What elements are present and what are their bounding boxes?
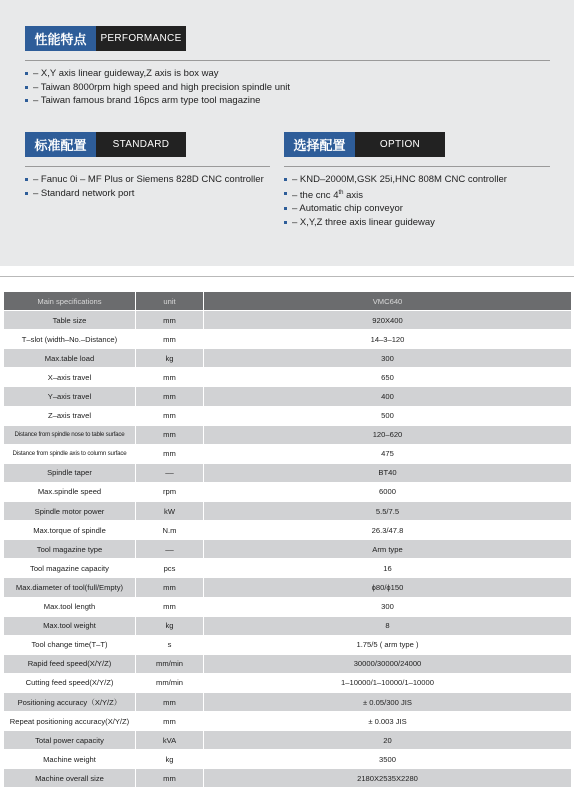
spec-value-cell: 6000: [204, 482, 572, 501]
option-header: [284, 132, 445, 157]
list-item: – Fanuc 0i – MF Plus or Siemens 828D CNC controller: [25, 173, 264, 187]
spec-value-cell: 16: [204, 559, 572, 578]
table-row: [4, 769, 572, 788]
list-item-suffix: axis: [343, 189, 364, 201]
spec-name-cell: Spindle motor power: [4, 502, 136, 521]
table-header-row: [4, 292, 572, 311]
spec-name-cell: Max.tool length: [4, 597, 136, 616]
spec-unit-cell: rpm: [136, 482, 204, 501]
table-row: [4, 673, 572, 692]
spec-name-cell: Max.tool weight: [4, 616, 136, 635]
spec-name-cell: Max.spindle speed: [4, 482, 136, 501]
spec-name-cell: Tool magazine capacity: [4, 559, 136, 578]
spec-value-cell: Arm type: [204, 540, 572, 559]
list-item: – Automatic chip conveyor: [284, 202, 507, 216]
spec-value-cell: ϕ80/ϕ150: [204, 578, 572, 597]
table-row: [4, 578, 572, 597]
spec-name-cell: Table size: [4, 311, 136, 330]
list-item-text: – the cnc 4: [292, 189, 339, 201]
performance-title-en: PERFORMANCE: [96, 26, 186, 51]
spec-unit-cell: mm: [136, 330, 204, 349]
spec-unit-cell: kg: [136, 349, 204, 368]
standard-title-cn: 标准配置: [25, 132, 96, 157]
table-row: [4, 406, 572, 425]
performance-rule: [25, 60, 550, 61]
spec-unit-cell: mm: [136, 425, 204, 444]
ordinal-suffix: th: [338, 189, 344, 196]
spec-value-cell: BT40: [204, 463, 572, 482]
performance-list: [25, 67, 290, 108]
header-unit: unit: [136, 292, 204, 311]
spec-value-cell: 300: [204, 349, 572, 368]
spec-value-cell: 5.5/7.5: [204, 502, 572, 521]
spec-unit-cell: ––: [136, 540, 204, 559]
spec-value-cell: 400: [204, 387, 572, 406]
spec-name-cell: Machine weight: [4, 750, 136, 769]
standard-rule: [25, 166, 270, 167]
list-item: – X,Y axis linear guideway,Z axis is box way: [25, 67, 290, 81]
table-row: [4, 349, 572, 368]
spec-unit-cell: s: [136, 635, 204, 654]
table-row: [4, 521, 572, 540]
list-item: – KND–2000M,GSK 25i,HNC 808M CNC controller: [284, 173, 507, 187]
performance-header: [25, 26, 186, 51]
option-title-en: OPTION: [355, 132, 445, 157]
spec-unit-cell: mm: [136, 769, 204, 788]
spec-name-cell: Machine overall size: [4, 769, 136, 788]
table-row: [4, 368, 572, 387]
spec-value-cell: 475: [204, 444, 572, 463]
spec-unit-cell: mm/min: [136, 654, 204, 673]
standard-header: [25, 132, 186, 157]
spec-value-cell: ± 0.05/300 JIS: [204, 692, 572, 711]
spec-name-cell: Rapid feed speed(X/Y/Z): [4, 654, 136, 673]
spec-unit-cell: ––: [136, 463, 204, 482]
spec-unit-cell: pcs: [136, 559, 204, 578]
table-row: [4, 731, 572, 750]
spec-value-cell: 14–3–120: [204, 330, 572, 349]
spec-unit-cell: mm: [136, 444, 204, 463]
table-row: [4, 712, 572, 731]
spec-unit-cell: mm: [136, 712, 204, 731]
option-rule: [284, 166, 550, 167]
spec-unit-cell: mm: [136, 597, 204, 616]
standard-title-en: STANDARD: [96, 132, 186, 157]
table-row: [4, 425, 572, 444]
spec-unit-cell: kVA: [136, 731, 204, 750]
spec-name-cell: Repeat positioning accuracy(X/Y/Z): [4, 712, 136, 731]
spec-value-cell: 650: [204, 368, 572, 387]
table-row: [4, 311, 572, 330]
option-list: [284, 173, 507, 230]
spec-value-cell: 300: [204, 597, 572, 616]
spec-value-cell: 30000/30000/24000: [204, 654, 572, 673]
spec-name-cell: Cutting feed speed(X/Y/Z): [4, 673, 136, 692]
spec-unit-cell: kg: [136, 616, 204, 635]
table-row: [4, 502, 572, 521]
spec-table-body: [4, 311, 572, 788]
header-spec: Main specifications: [4, 292, 136, 311]
table-row: [4, 597, 572, 616]
spec-unit-cell: mm: [136, 387, 204, 406]
spec-name-cell: Total power capacity: [4, 731, 136, 750]
spec-unit-cell: mm: [136, 406, 204, 425]
spec-name-cell: Tool magazine type: [4, 540, 136, 559]
spec-value-cell: 3500: [204, 750, 572, 769]
table-row: [4, 387, 572, 406]
spec-name-cell: T–slot (width–No.–Distance): [4, 330, 136, 349]
spec-unit-cell: kW: [136, 502, 204, 521]
list-item: [284, 187, 507, 203]
table-row: [4, 616, 572, 635]
spec-name-cell: Max.table load: [4, 349, 136, 368]
spec-name-cell: Spindle taper: [4, 463, 136, 482]
list-item: – Standard network port: [25, 187, 264, 201]
table-row: [4, 444, 572, 463]
table-row: [4, 654, 572, 673]
spec-table: [3, 291, 572, 788]
table-row: [4, 330, 572, 349]
table-row: [4, 750, 572, 769]
table-row: [4, 463, 572, 482]
spec-name-cell: Max.torque of spindle: [4, 521, 136, 540]
spec-unit-cell: N.m: [136, 521, 204, 540]
option-title-cn: 选择配置: [284, 132, 355, 157]
spec-value-cell: 500: [204, 406, 572, 425]
spec-value-cell: 1–10000/1–10000/1–10000: [204, 673, 572, 692]
spec-name-cell: Tool change time(T–T): [4, 635, 136, 654]
spec-unit-cell: mm: [136, 578, 204, 597]
list-item: – X,Y,Z three axis linear guideway: [284, 216, 507, 230]
spec-value-cell: 1.75/5 ( arm type ): [204, 635, 572, 654]
section-divider: [0, 276, 574, 277]
spec-unit-cell: mm: [136, 692, 204, 711]
table-row: [4, 482, 572, 501]
table-row: [4, 635, 572, 654]
spec-name-cell: Positioning accuracy（X/Y/Z）: [4, 692, 136, 711]
spec-name-cell: Distance from spindle nose to table surface: [4, 425, 136, 444]
header-model: VMC640: [204, 292, 572, 311]
table-row: [4, 540, 572, 559]
table-row: [4, 559, 572, 578]
spec-name-cell: Z–axis travel: [4, 406, 136, 425]
spec-value-cell: 120–620: [204, 425, 572, 444]
spec-value-cell: 920X400: [204, 311, 572, 330]
list-item: – Taiwan famous brand 16pcs arm type tool magazine: [25, 94, 290, 108]
spec-value-cell: 20: [204, 731, 572, 750]
table-row: [4, 692, 572, 711]
spec-value-cell: ± 0.003 JIS: [204, 712, 572, 731]
spec-unit-cell: mm/min: [136, 673, 204, 692]
spec-unit-cell: mm: [136, 311, 204, 330]
spec-value-cell: 8: [204, 616, 572, 635]
spec-unit-cell: kg: [136, 750, 204, 769]
spec-value-cell: 2180X2535X2280: [204, 769, 572, 788]
spec-unit-cell: mm: [136, 368, 204, 387]
spec-name-cell: Distance from spindle axis to column surface: [4, 444, 136, 463]
spec-value-cell: 26.3/47.8: [204, 521, 572, 540]
standard-list: [25, 173, 264, 200]
spec-name-cell: X–axis travel: [4, 368, 136, 387]
list-item: – Taiwan 8000rpm high speed and high precision spindle unit: [25, 81, 290, 95]
spec-name-cell: Max.diameter of tool(full/Empty): [4, 578, 136, 597]
performance-title-cn: 性能特点: [25, 26, 96, 51]
spec-name-cell: Y–axis travel: [4, 387, 136, 406]
